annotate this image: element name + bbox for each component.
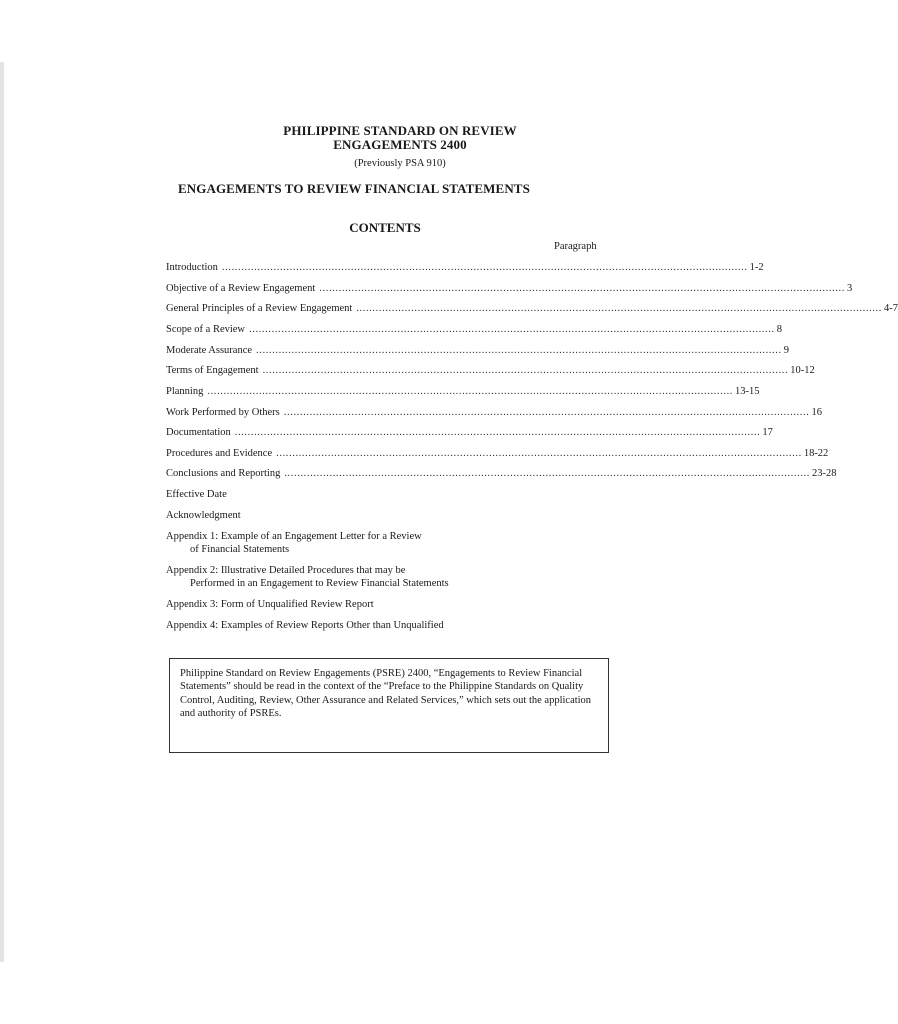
toc-row-terms [166,364,815,378]
toc-row-work-by-others [166,406,822,420]
toc-row-documentation [166,426,773,440]
title-line-1: PHILIPPINE STANDARD ON REVIEW [283,123,517,138]
toc-paragraph: 16 [811,407,822,418]
toc-paragraph: 8 [776,324,782,335]
toc-leader: ................................................................................................................................................................... [221,262,748,273]
toc-paragraph: 3 [846,283,853,294]
paragraph-column-label: Paragraph [554,241,597,252]
toc-leader: ................................................................................................................................................................... [283,407,810,418]
toc-label: Introduction [166,262,218,273]
toc-label: Procedures and Evidence [166,448,273,459]
contents-heading: CONTENTS [349,220,421,235]
appendix-2-line-1: Appendix 2: Illustrative Detailed Procedures that may be [166,565,406,576]
toc-row-planning [166,385,760,399]
toc-leader: ................................................................................................................................................................... [319,283,845,294]
toc-label: General Principles of a Review Engagement [166,303,353,314]
toc-paragraph: 10-12 [790,365,815,376]
toc-paragraph: 18-22 [803,448,829,459]
toc-leader: ................................................................................................................................................................... [284,468,811,479]
toc-row-objective [166,282,853,296]
toc-label: Scope of a Review [166,324,246,335]
toc-appendix-3: Appendix 3: Form of Unqualified Review Report [166,599,374,610]
toc-appendix-1 [166,530,422,556]
toc-leader: ................................................................................................................................................................... [262,365,789,376]
toc-label: Terms of Engagement [166,365,259,376]
appendix-1-line-2: of Financial Statements [190,544,290,555]
toc-row-general-principles [166,302,898,316]
toc-label: Documentation [166,427,231,438]
toc-label: Work Performed by Others [166,407,280,418]
toc-effective-date: Effective Date [166,489,227,500]
toc-paragraph: 23-28 [812,468,837,479]
toc-paragraph: 4-7 [884,303,898,314]
context-notice-text: Philippine Standard on Review Engagements (PSRE) 2400, “Engagements to Review Financial Statements” should be read in the context of the “Preface to the Philippine Standards on Quality Control, Auditing, Review, Other Assurance and Related Services,” which sets out the application and authority of PSREs. [180,668,592,719]
toc-leader: ................................................................................................................................................................... [207,386,734,397]
toc-leader: ................................................................................................................................................................... [276,448,802,459]
toc-appendix-2 [166,564,449,590]
toc-appendix-4: Appendix 4: Examples of Review Reports Other than Unqualified [166,620,444,631]
toc-row-conclusions [166,467,837,481]
toc-leader: ................................................................................................................................................................... [356,303,882,314]
toc-leader: ................................................................................................................................................................... [249,324,775,335]
toc-label: Objective of a Review Engagement [166,283,316,294]
main-title: ENGAGEMENTS TO REVIEW FINANCIAL STATEMENTS [178,181,530,196]
toc-label: Moderate Assurance [166,345,253,356]
toc-label: Planning [166,386,204,397]
toc-row-introduction [166,261,764,275]
toc-paragraph: 1-2 [749,262,764,273]
toc-leader: ................................................................................................................................................................... [234,427,761,438]
toc-paragraph: 17 [762,427,773,438]
title-line-2: ENGAGEMENTS 2400 [333,137,467,152]
toc-row-procedures [166,447,829,461]
toc-paragraph: 13-15 [735,386,760,397]
previously-note: (Previously PSA 910) [354,158,446,169]
toc-label: Conclusions and Reporting [166,468,281,479]
toc-leader: ................................................................................................................................................................... [256,345,782,356]
toc-paragraph: 9 [783,345,789,356]
appendix-1-line-1: Appendix 1: Example of an Engagement Letter for a Review [166,531,422,542]
toc-row-scope [166,323,782,337]
context-notice-box [169,658,609,753]
toc-acknowledgment: Acknowledgment [166,510,241,521]
appendix-2-line-2: Performed in an Engagement to Review Financial Statements [190,578,449,589]
toc-row-moderate-assurance [166,344,789,358]
